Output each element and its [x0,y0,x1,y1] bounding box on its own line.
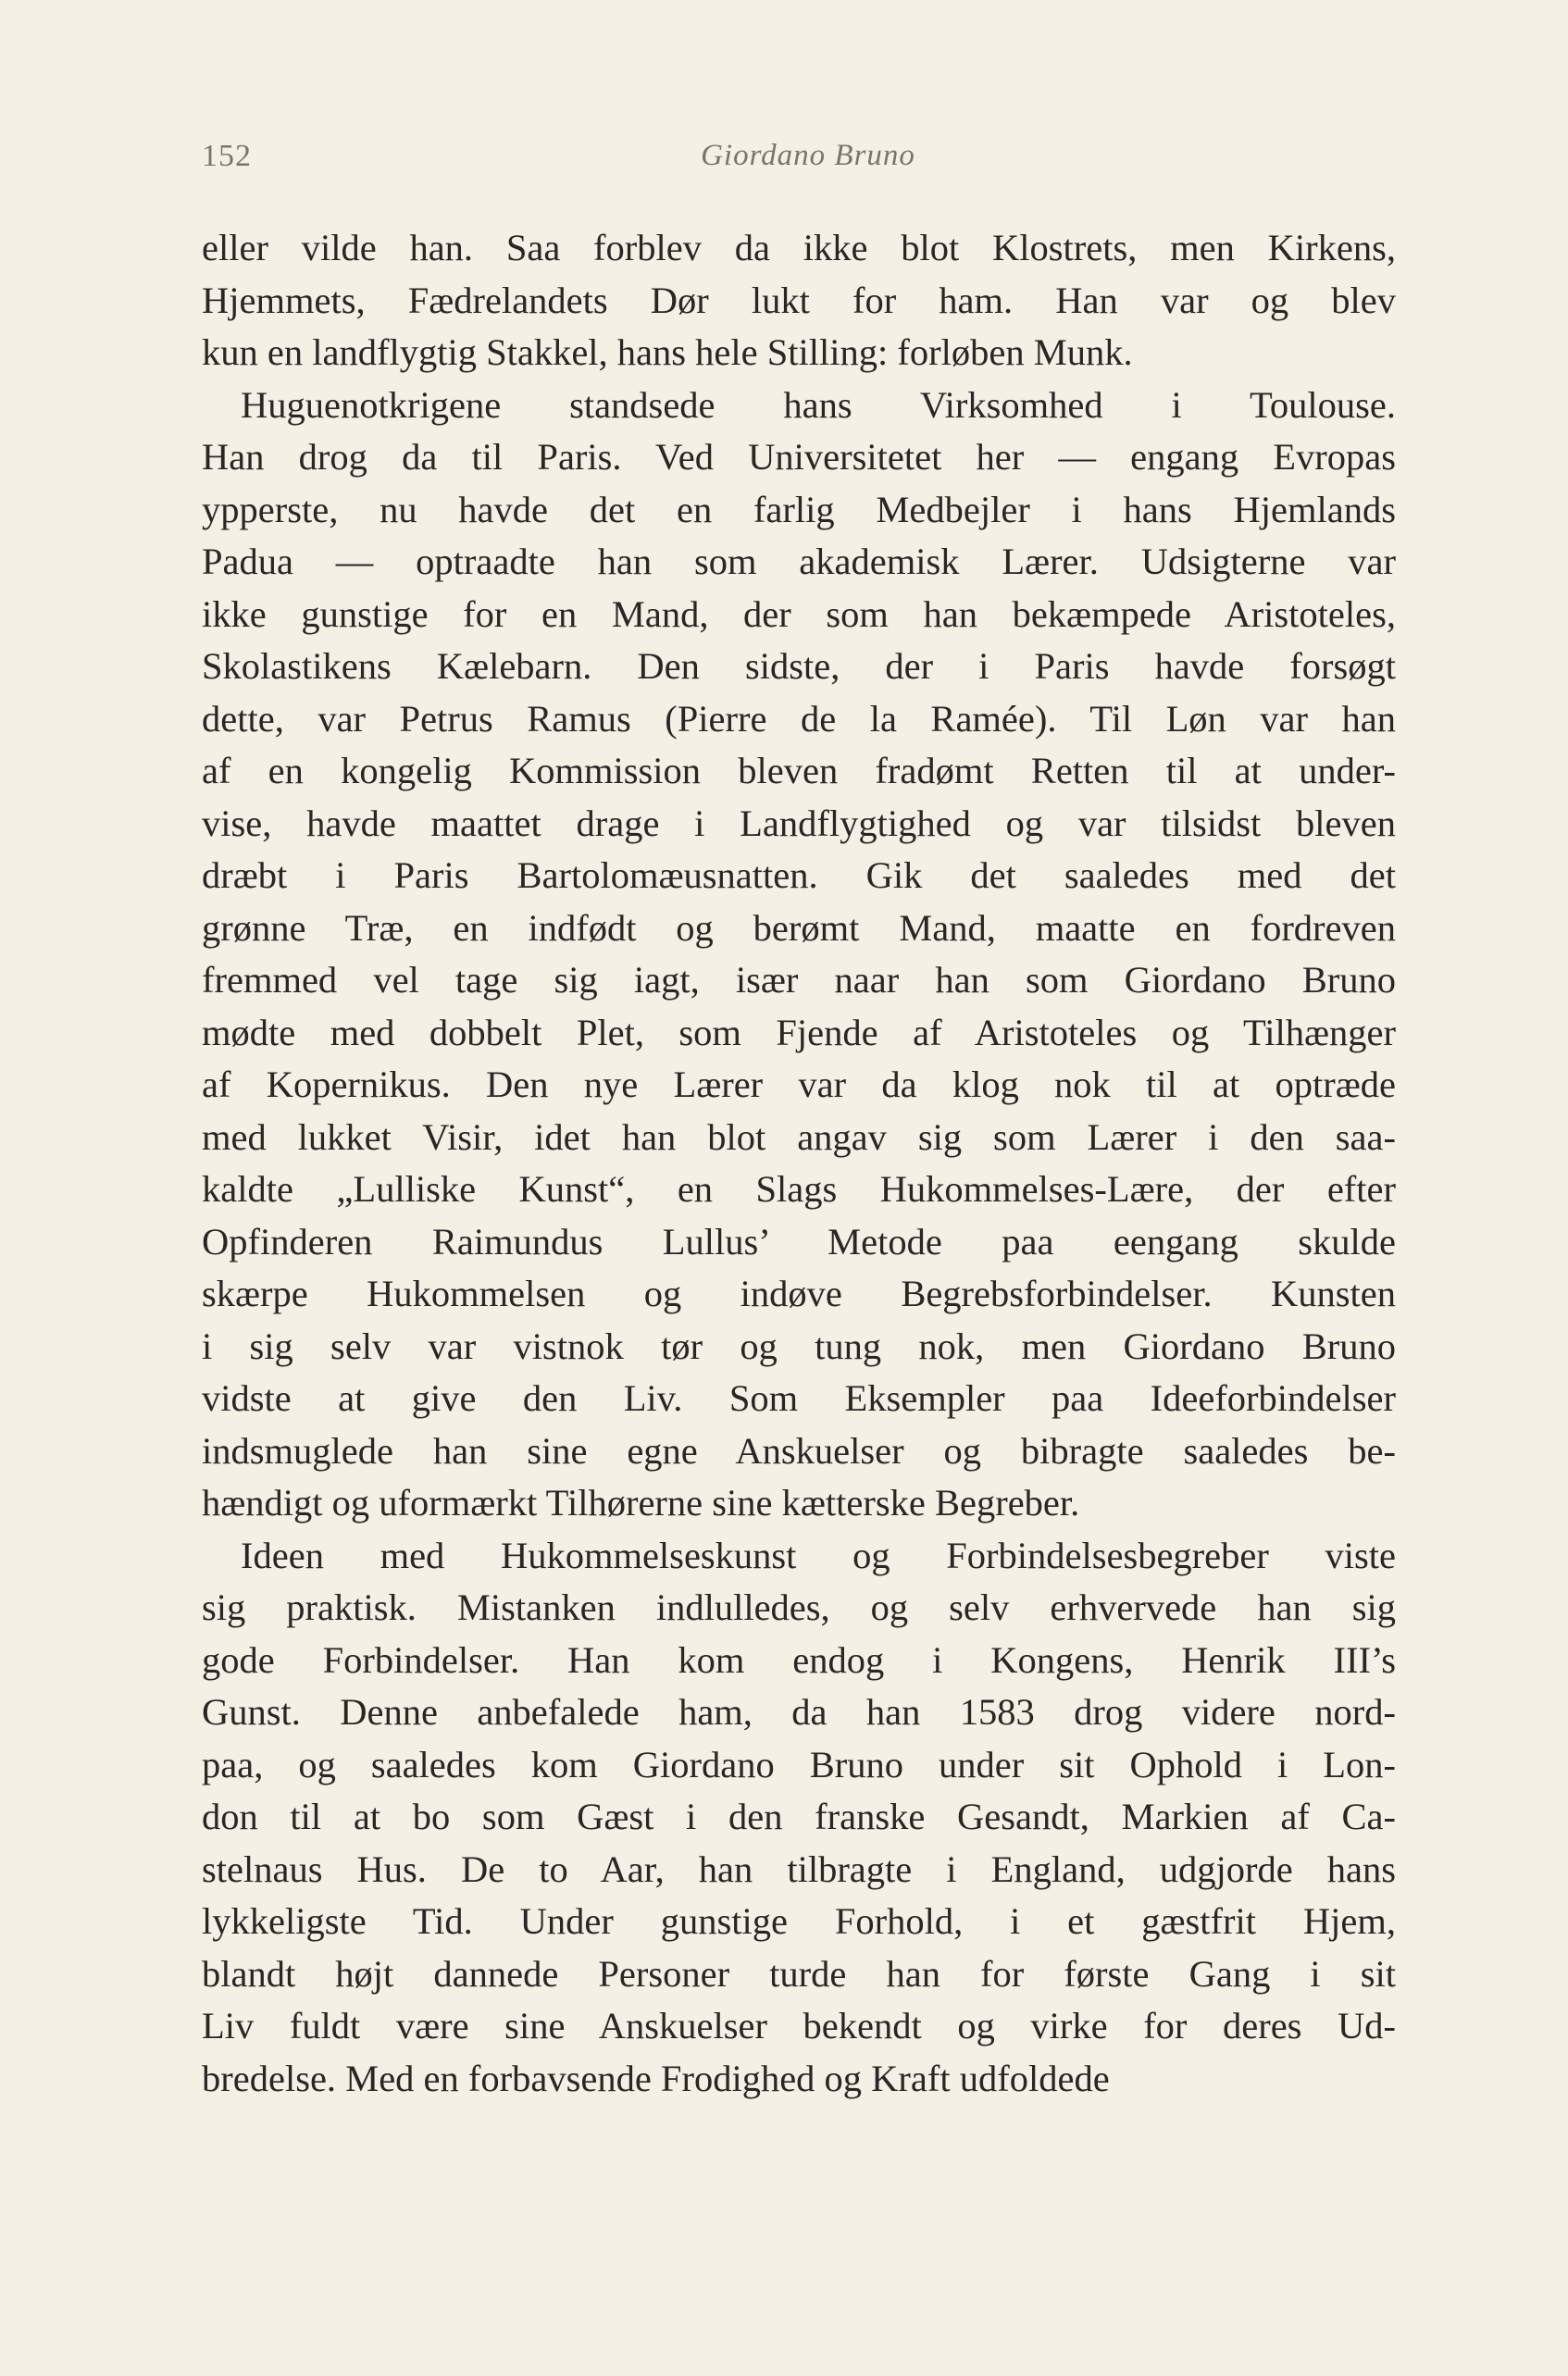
text-line: ypperste, nu havde det en farlig Medbejler i hans Hjemlands [202,488,1396,530]
text-line: skærpe Hukommelsen og indøve Begrebsforbindelser. Kunsten [202,1273,1396,1314]
text-line: sig praktisk. Mistanken indlulledes, og selv erhvervede han sig [202,1586,1396,1628]
text-line: stelnaus Hus. De to Aar, han tilbragte i England, udgjorde hans [202,1847,1396,1890]
running-title: Giordano Bruno [701,139,915,172]
text-line: Han drog da til Paris. Ved Universitetet her — engang Evropas [202,436,1396,478]
text-line: indsmuglede han sine egne Anskuelser og bibragte saaledes be- [202,1429,1396,1472]
text-line: hændigt og uformærkt Tilhørerne sine kætterske Begreber. [202,1482,1080,1524]
text-line: vidste at give den Liv. Som Eksempler paa Ideeforbindelser [202,1377,1396,1419]
text-line: blandt højt dannede Personer turde han for første Gang i sit [202,1952,1396,1995]
page-header [202,139,1414,180]
text-line: af Kopernikus. Den nye Lærer var da klog nok til at optræde [202,1064,1396,1105]
text-line: Padua — optraadte han som akademisk Lærer. Udsigterne var [202,541,1396,582]
text-line: dræbt i Paris Bartolomæusnatten. Gik det saaledes med det [202,854,1396,896]
text-line: dette, var Petrus Ramus (Pierre de la Ramée). Til Løn var han [202,697,1396,740]
text-line: fremmed vel tage sig iagt, især naar han som Giordano Bruno [202,959,1396,1001]
text-line: kaldte „Lulliske Kunst“, en Slags Hukommelses-Lære, der efter [202,1168,1396,1210]
text-line: i sig selv var vistnok tør og tung nok, men Giordano Bruno [202,1325,1396,1367]
text-line: vise, havde maattet drage i Landflygtighed og var tilsidst bleven [202,802,1396,844]
text-line: eller vilde han. Saa forblev da ikke blot Klostrets, men Kirkens, [202,227,1396,268]
text-line: mødte med dobbelt Plet, som Fjende af Aristoteles og Tilhænger [202,1011,1396,1053]
text-line: gode Forbindelser. Han kom endog i Kongens, Henrik III’s [202,1638,1396,1681]
text-line: med lukket Visir, idet han blot angav sig som Lærer i den saa- [202,1115,1396,1158]
paragraph [202,222,1396,379]
text-line: grønne Træ, en indfødt og berømt Mand, maatte en fordreven [202,906,1396,949]
text-line: Huguenotkrigene standsede hans Virksomhed i Toulouse. [241,383,1396,426]
text-line: lykkeligste Tid. Under gunstige Forhold, i et gæstfrit Hjem, [202,1900,1396,1942]
text-line: af en kongelig Kommission bleven fradømt Retten til at under- [202,750,1396,791]
paragraph [202,1530,1396,2106]
text-line: Opfinderen Raimundus Lullus’ Metode paa eengang skulde [202,1220,1396,1263]
text-line: ikke gunstige for en Mand, der som han bekæmpede Aristoteles, [202,592,1396,635]
text-line: Hjemmets, Fædrelandets Dør lukt for ham. Han var og blev [202,279,1396,321]
body-text [202,222,1396,2105]
text-line: bredelse. Med en forbavsende Frodighed og Kraft udfoldede [202,2057,1110,2099]
text-line: kun en landflygtig Stakkel, hans hele Stilling: forløben Munk. [202,331,1133,373]
text-line: don til at bo som Gæst i den franske Gesandt, Markien af Ca- [202,1796,1396,1837]
text-line: Ideen med Hukommelseskunst og Forbindelsesbegreber viste [241,1534,1396,1576]
text-line: paa, og saaledes kom Giordano Bruno under sit Ophold i Lon- [202,1743,1396,1785]
text-line: Skolastikens Kælebarn. Den sidste, der i Paris havde forsøgt [202,645,1396,687]
text-line: Liv fuldt være sine Anskuelser bekendt og virke for deres Ud- [202,2005,1396,2046]
paragraph [202,379,1396,1530]
text-line: Gunst. Denne anbefalede ham, da han 1583 drog videre nord- [202,1691,1396,1733]
page-number: 152 [202,139,252,173]
